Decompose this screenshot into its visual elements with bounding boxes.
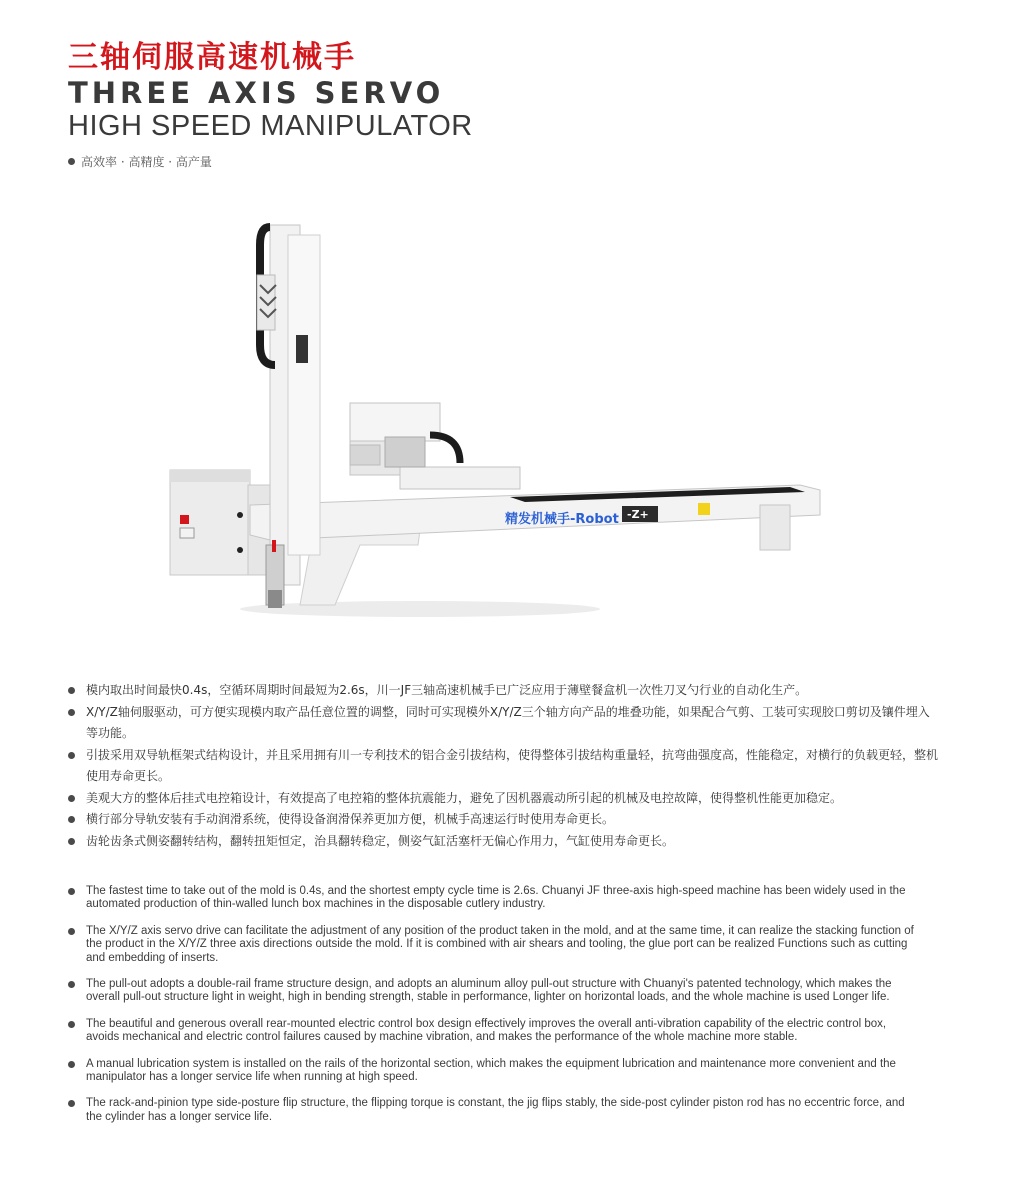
title-english-line2: HIGH SPEED MANIPULATOR (68, 110, 473, 142)
list-item: A manual lubrication system is installed on the rails of the horizontal section, which makes the equipment lubrication and maintenance more convenient and the manipulator has a longer service life when running at high speed. (68, 1058, 918, 1085)
list-item: X/Y/Z轴伺服驱动，可方便实现模内取产品任意位置的调整，同时可实现模外X/Y/Z三个轴方向产品的堆叠功能，如果配合气剪、工装可实现胶口剪切及镶件埋入等功能。 (68, 702, 938, 745)
bullet-dot-icon (68, 838, 75, 845)
list-item: The pull-out adopts a double-rail frame structure design, and adopts an aluminum alloy pull-out structure with Chuanyi's patented technology, which makes the overall pull-out structure light in weight, high in bending strength, stable in performance, lighter on horizontal loads, and the whole machine is used Longer life. (68, 978, 918, 1005)
list-item: 模内取出时间最快0.4s，空循环周期时间最短为2.6s，川一JF三轴高速机械手已广泛应用于薄壁餐盒机一次性刀叉勺行业的自动化生产。 (68, 680, 938, 702)
feature-list-english (68, 885, 918, 1137)
servo-motor (350, 403, 440, 441)
bullet-dot-icon (68, 795, 75, 802)
tagline-text: 高效率 · 高精度 · 高产量 (81, 155, 212, 169)
bullet-dot-icon (68, 981, 75, 988)
brand-label: 精发机械手-Robot (505, 512, 619, 527)
list-item: The fastest time to take out of the mold is 0.4s, and the shortest empty cycle time is 2.6s. Chuanyi JF three-axis high-speed machine has been widely used in the automated production of thin-walled lunch box machines in the disposable cutlery industry. (68, 885, 918, 912)
bullet-dot-icon (68, 816, 75, 823)
list-item: The beautiful and generous overall rear-mounted electric control box design effectively improves the overall anti-vibration capability of the electric control box, avoids mechanical and electric control failures caused by machine vibration, and makes the performance of the whole machine more stable. (68, 1018, 918, 1045)
list-item: 美观大方的整体后挂式电控箱设计，有效提高了电控箱的整体抗震能力，避免了因机器震动所引起的机械及电控故障，使得整机性能更加稳定。 (68, 788, 938, 810)
bullet-dot-icon (68, 1021, 75, 1028)
bullet-dot-icon (68, 752, 75, 759)
title-english-line1: THREE AXIS SERVO (68, 76, 445, 110)
list-item: The rack-and-pinion type side-posture flip structure, the flipping torque is constant, the jig flips stably, the side-post cylinder piston rod has no eccentric force, and the cylinder has a longer service life. (68, 1097, 918, 1124)
list-item: 引拔采用双导轨框架式结构设计，并且采用拥有川一专利技术的铝合金引拔结构，使得整体引拔结构重量轻，抗弯曲强度高，性能稳定，对横行的负载更轻，整机使用寿命更长。 (68, 745, 938, 788)
list-item: The X/Y/Z axis servo drive can facilitate the adjustment of any position of the product taken in the mold, and at the same time, it can realize the stacking function of the product in the X/Y/Z three axis directions outside the mold. If it is combined with air shears and tooling, the glue port can be realized Functions such as cutting and embedding of inserts. (68, 925, 918, 965)
bullet-dot-icon (68, 687, 75, 694)
bullet-dot-icon (68, 928, 75, 935)
tagline (68, 153, 212, 170)
list-item: 横行部分导轨安装有手动润滑系统，使得设备润滑保养更加方便，机械手高速运行时使用寿命更长。 (68, 809, 938, 831)
axis-label: -Z+ (627, 508, 649, 521)
list-item: 齿轮齿条式侧姿翻转结构，翻转扭矩恒定，治具翻转稳定，侧姿气缸活塞杆无偏心作用力，气缸使用寿命更长。 (68, 831, 938, 853)
bullet-dot-icon (68, 1100, 75, 1107)
manipulator-product-image (160, 205, 840, 625)
bullet-dot-icon (68, 1061, 75, 1068)
title-chinese: 三轴伺服高速机械手 (68, 40, 356, 75)
bullet-dot-icon (68, 888, 75, 895)
bullet-dot-icon (68, 158, 75, 165)
bullet-dot-icon (68, 709, 75, 716)
feature-list-chinese (68, 680, 938, 852)
